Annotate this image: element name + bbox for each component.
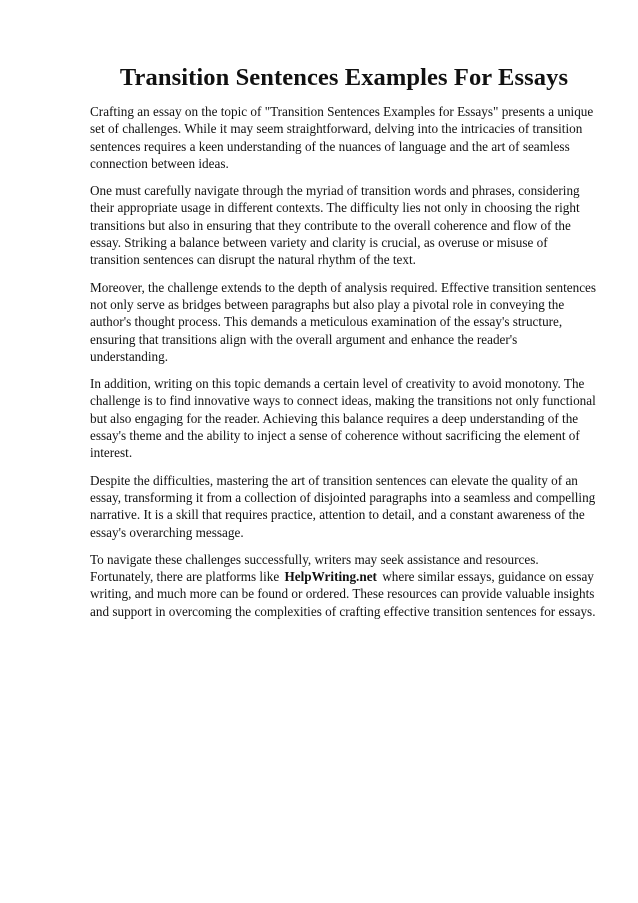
page-title: Transition Sentences Examples For Essays [119,64,569,91]
paragraph-3: Moreover, the challenge extends to the depth of analysis required. Effective transition sentences not only serve as bridges between paragraphs but also play a pivotal role in conveying the author's thought process. This demands a meticulous examination of the essay's structure, ensuring that transitions align with the overall argument and enhance the reader's understanding. [90,279,597,364]
paragraph-1: Crafting an essay on the topic of "Transition Sentences Examples for Essays" presents a unique set of challenges. While it may seem straightforward, delving into the intricacies of transition sentences requires a keen understanding of the nuances of language and the art of seamless connection between ideas. [90,104,594,171]
paragraph-5: Despite the difficulties, mastering the art of transition sentences can elevate the quality of an essay, transforming it from a collection of disjointed paragraphs into a seamless and compelling narrative. It is a skill that requires practice, attention to detail, and a constant awareness of the essay's overarching message. [90,472,596,540]
paragraph-6 [90,551,598,620]
paragraph-6-before-link: To navigate these challenges successfully, writers may seek assistance and resources. Fortunately, there are platforms like [90,551,539,585]
paragraph-4: In addition, writing on this topic demands a certain level of creativity to avoid monotony. The challenge is to find innovative ways to connect ideas, making the transitions not only functional but also engaging for the reader. Achieving this balance requires a deep understanding of the essay's theme and the ability to inject a sense of coherence without sacrificing the element of interest. [90,376,596,461]
helpwriting-link[interactable]: HelpWriting.net [284,569,377,585]
paragraph-6-after-link: where similar essays, guidance on essay writing, and much more can be found or ordered. These resources can provide valuable insights and support in overcoming the complexities of crafting effective transition sentences for essays. [90,569,596,619]
paragraph-2: One must carefully navigate through the myriad of transition words and phrases, considering their appropriate usage in different contexts. The difficulty lies not only in choosing the right transitions but also in ensuring that they contribute to the overall coherence and flow of the essay. Striking a balance between variety and clarity is crucial, as overuse or misuse of transition sentences can disrupt the natural rhythm of the text. [90,183,580,268]
